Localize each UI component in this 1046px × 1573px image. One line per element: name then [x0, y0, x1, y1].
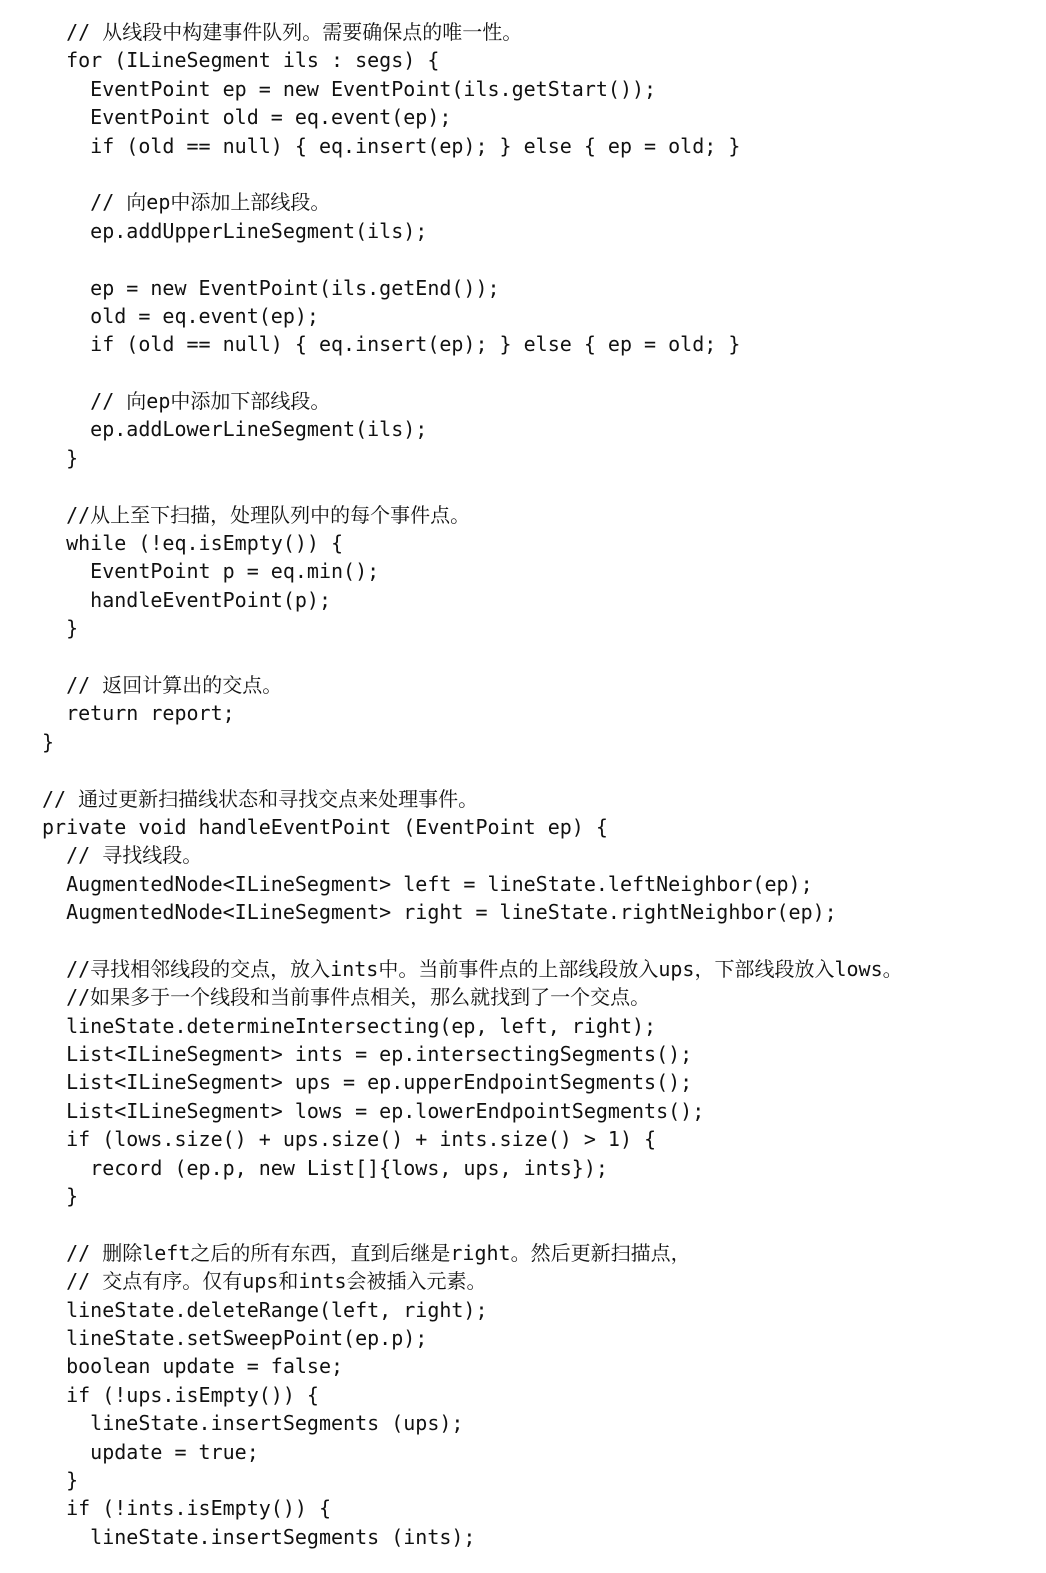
code-line: ep.addUpperLineSegment(ils); [42, 218, 428, 243]
code-line: return report; [42, 701, 235, 726]
code-line: boolean update = false; [42, 1354, 344, 1379]
code-line: for (ILineSegment ils : segs) { [42, 48, 440, 73]
code-line: List<ILineSegment> ints = ep.intersectingSegments(); [42, 1042, 693, 1067]
code-line: if (!ups.isEmpty()) { [42, 1382, 319, 1407]
code-line: handleEventPoint(p); [42, 587, 331, 612]
code-line: List<ILineSegment> ups = ep.upperEndpointSegments(); [42, 1070, 693, 1095]
code-line: } [42, 616, 79, 641]
code-line: ep = new EventPoint(ils.getEnd()); [42, 275, 500, 300]
code-line [42, 643, 1032, 671]
code-line [42, 756, 1032, 784]
code-line: AugmentedNode<ILineSegment> left = lineState.leftNeighbor(ep); [42, 871, 813, 896]
code-line: lineState.insertSegments (ups); [42, 1411, 464, 1436]
code-comment-line: // 向ep中添加上部线段。 [42, 190, 331, 215]
code-line: } [42, 729, 55, 754]
code-line [42, 245, 1032, 273]
code-line: } [42, 1184, 79, 1209]
code-line: EventPoint old = eq.event(ep); [42, 105, 452, 130]
code-line: old = eq.event(ep); [42, 303, 319, 328]
code-line: lineState.determineIntersecting(ep, left, right); [42, 1013, 657, 1038]
code-line: lineState.insertSegments (ints); [42, 1524, 476, 1549]
code-line: record (ep.p, new List[]{lows, ups, ints}); [42, 1155, 608, 1180]
code-comment-line: // 向ep中添加下部线段。 [42, 389, 331, 414]
code-comment-line: //寻找相邻线段的交点，放入ints中。当前事件点的上部线段放入ups，下部线段放入lows。 [42, 956, 903, 981]
code-line: } [42, 445, 79, 470]
code-line [42, 927, 1032, 955]
code-line [42, 160, 1032, 188]
code-comment-line: // 寻找线段。 [42, 843, 203, 868]
code-line: update = true; [42, 1439, 259, 1464]
code-comment-line: // 删除left之后的所有东西，直到后继是right。然后更新扫描点， [42, 1240, 691, 1265]
code-line: EventPoint p = eq.min(); [42, 559, 380, 584]
code-line: List<ILineSegment> lows = ep.lowerEndpointSegments(); [42, 1098, 705, 1123]
code-comment-line: // 交点有序。仅有ups和ints会被插入元素。 [42, 1269, 487, 1294]
code-line: private void handleEventPoint (EventPoint ep) { [42, 814, 608, 839]
code-listing [42, 18, 1032, 1551]
code-line [42, 1210, 1032, 1238]
code-comment-line: // 通过更新扫描线状态和寻找交点来处理事件。 [42, 786, 479, 811]
code-line: lineState.setSweepPoint(ep.p); [42, 1325, 428, 1350]
code-line: if (lows.size() + ups.size() + ints.size() > 1) { [42, 1127, 657, 1152]
code-line: ep.addLowerLineSegment(ils); [42, 417, 428, 442]
code-line [42, 472, 1032, 500]
code-line: while (!eq.isEmpty()) { [42, 531, 344, 556]
code-line [42, 359, 1032, 387]
code-line: lineState.deleteRange(left, right); [42, 1297, 488, 1322]
code-line: if (!ints.isEmpty()) { [42, 1496, 331, 1521]
code-comment-line: // 返回计算出的交点。 [42, 672, 283, 697]
code-line: AugmentedNode<ILineSegment> right = lineState.rightNeighbor(ep); [42, 900, 837, 925]
code-comment-line: //如果多于一个线段和当前事件点相关，那么就找到了一个交点。 [42, 985, 651, 1010]
code-line: if (old == null) { eq.insert(ep); } else { ep = old; } [42, 133, 741, 158]
code-line: EventPoint ep = new EventPoint(ils.getStart()); [42, 76, 657, 101]
code-comment-line: // 从线段中构建事件队列。需要确保点的唯一性。 [42, 20, 523, 44]
code-line: } [42, 1467, 79, 1492]
code-line: if (old == null) { eq.insert(ep); } else { ep = old; } [42, 332, 741, 357]
code-comment-line: //从上至下扫描，处理队列中的每个事件点。 [42, 502, 471, 527]
